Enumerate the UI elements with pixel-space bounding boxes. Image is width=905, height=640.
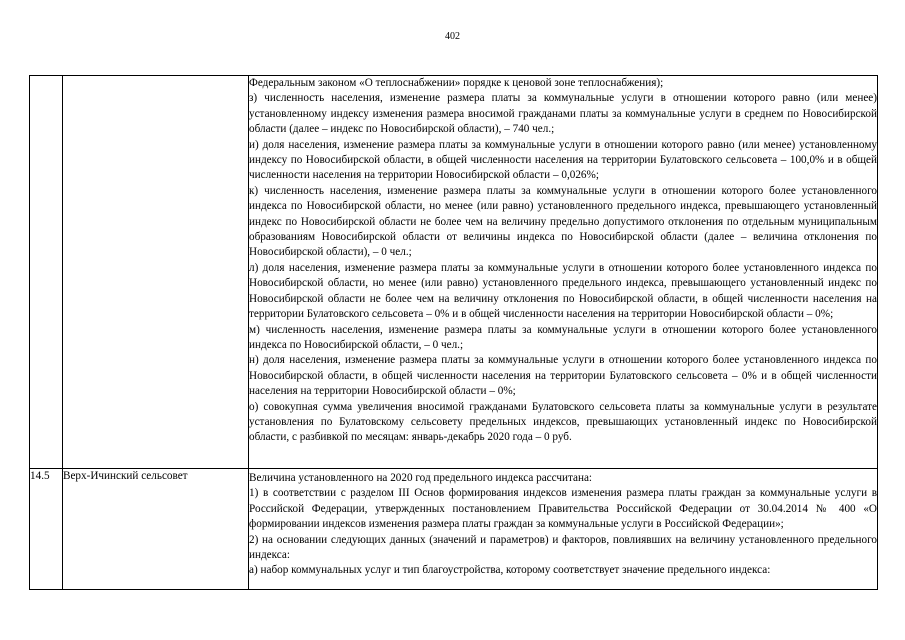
row-number [30,76,63,469]
paragraph: и) доля населения, изменение размера платы за коммунальные услуги в отношении которого равно (или менее) установленному индексу по Новосибирской области, в общей численности населения на территории Булатовского сельсовета – 100,0% и в общей численности населения на территории Новосибирской области – 0,026%; [249,138,877,182]
table-row [30,76,878,469]
row-description [249,76,878,469]
municipality-name: Верх-Ичинский сельсовет [63,469,249,590]
row-number: 14.5 [30,469,63,590]
paragraph: м) численность населения, изменение размера платы за коммунальные услуги в отношении которого более установленного индекса по Новосибирской области, – 0 чел.; [249,323,877,351]
paragraph: Величина установленного на 2020 год предельного индекса рассчитана: [249,472,593,484]
paragraph: Федеральным законом «О теплоснабжении» порядке к ценовой зоне теплоснабжения); [249,77,664,89]
paragraph: н) доля населения, изменение размера платы за коммунальные услуги в отношении которого более установленного индекса по Новосибирской области, в общей численности населения на территории Булатовского сельсовета – 0% и в общей численности населения на территории Новосибирской области – 0%; [249,354,877,398]
paragraph: з) численность населения, изменение размера платы за коммунальные услуги в отношении которого равно (или менее) установленному индексу изменения размера вносимой гражданами платы за коммунальные услуги в среднем по Новосибирской области (далее – индекс по Новосибирской области), – 740 чел.; [249,92,877,136]
paragraph: к) численность населения, изменение размера платы за коммунальные услуги в отношении которого более установленного индекса по Новосибирской области, но менее (или равно) установленного предельного индекса, превышающего установленный индекс по Новосибирской области не более чем на величину предельно допустимого отклонения по отдельным муниципальным образованиям Новосибирской области от величины индекса по Новосибирской области (далее – величина отклонения по Новосибирской области), – 0 чел.; [249,184,877,259]
paragraph: а) набор коммунальных услуг и тип благоустройства, которому соответствует значение предельного индекса: [249,564,771,577]
row-description [249,469,878,590]
paragraph: 2) на основании следующих данных (значений и параметров) и факторов, повлиявших на величину установленного предельного индекса: [249,533,877,562]
paragraph: о) совокупная сумма увеличения вносимой гражданами Булатовского сельсовета платы за коммунальные услуги в результате установления по Булатовскому сельсовету предельных индексов, превышающих установленный индекс по Новосибирской области, с разбивкой по месяцам: январь-декабрь 2020 года – 0 руб. [249,400,877,444]
page-number: 402 [445,31,460,42]
table-row [30,469,878,590]
municipality-name [63,76,249,469]
document-table [29,75,878,590]
paragraph: 1) в соответствии с разделом III Основ формирования индексов изменения размера платы граждан за коммунальные услуги в Российской Федерации, утвержденных постановлением Правительства Российской Федерации от 30.04.2014 № 400 «О формировании индексов изменения размера платы граждан за коммунальные услуги в Российской Федерации»; [249,487,877,531]
paragraph: л) доля населения, изменение размера платы за коммунальные услуги в отношении которого более установленного индекса по Новосибирской области, но менее (или равно) установленного предельного индекса, превышающего установленный индекс по Новосибирской области не более чем на величину отклонения по Новосибирской области, в общей численности населения на территории Булатовского сельсовета – 0% и в общей численности населения на территории Новосибирской области – 0%; [249,261,877,321]
